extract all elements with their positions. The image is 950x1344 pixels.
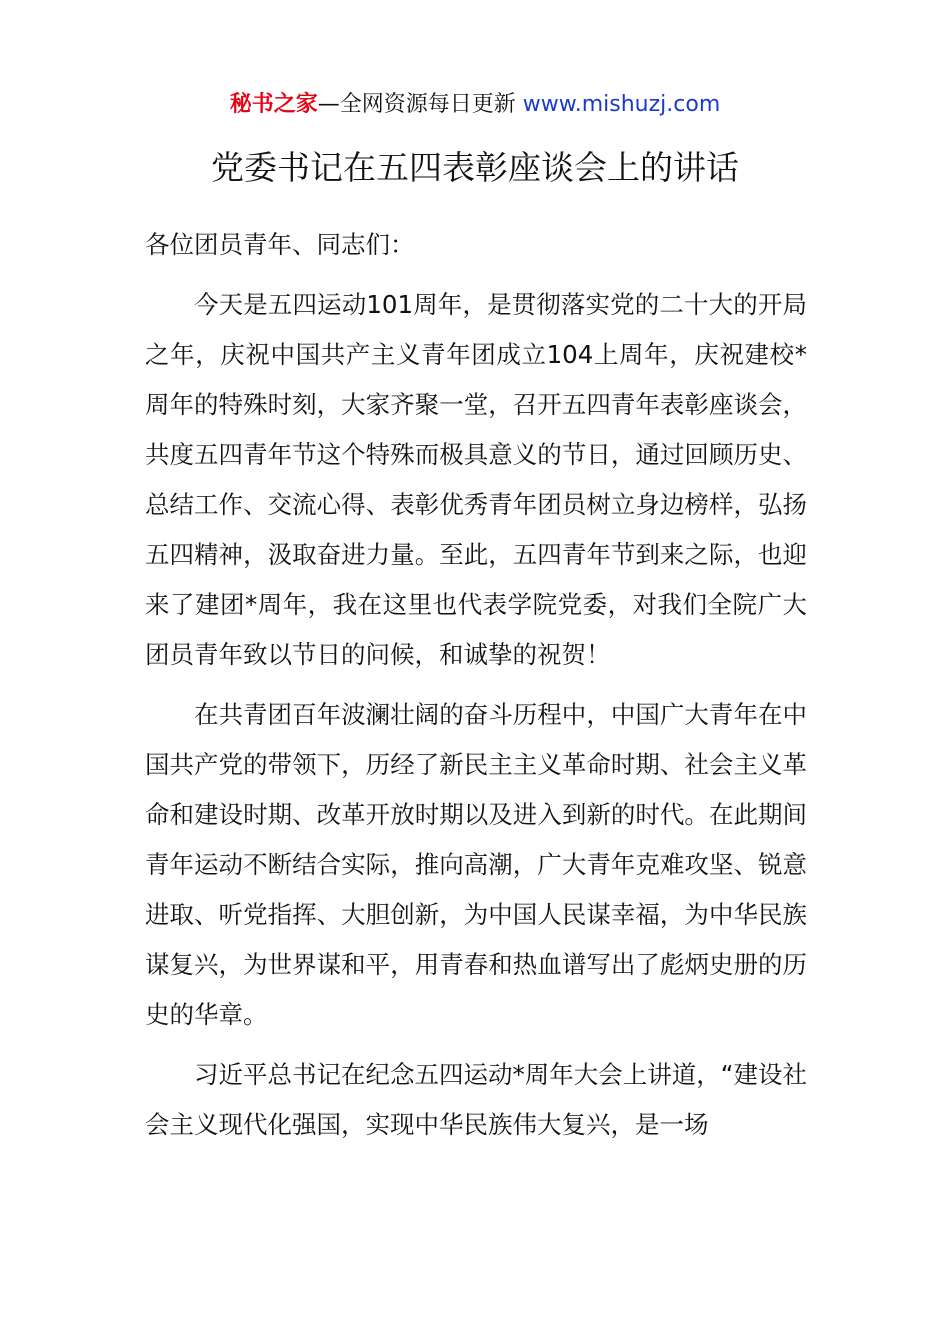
brand-name: 秘书之家 (229, 92, 318, 117)
banner-tagline: —全网资源每日更新 (317, 92, 523, 117)
document-body (145, 220, 807, 1160)
salutation: 各位团员青年、同志们： (145, 230, 415, 259)
paragraph-3: 习近平总书记在纪念五四运动*周年大会上讲道，“建设社会主义现代化强国，实现中华民族伟大复兴，是一场 (145, 1060, 807, 1139)
paragraph-1: 今天是五四运动101周年，是贯彻落实党的二十大的开局之年，庆祝中国共产主义青年团成立104上周年，庆祝建校*周年的特殊时刻，大家齐聚一堂，召开五四青年表彰座谈会，共度五四青年节这个特殊而极具意义的节日，通过回顾历史、总结工作、交流心得、表彰优秀青年团员树立身边榜样，弘扬五四精神，汲取奋进力量。至此，五四青年节到来之际，也迎来了建团*周年，我在这里也代表学院党委，对我们全院广大团员青年致以节日的问候，和诚挚的祝贺！ (145, 290, 807, 669)
site-url-link[interactable]: www.mishuzj.com (522, 92, 721, 117)
site-banner (0, 89, 950, 121)
paragraph-2: 在共青团百年波澜壮阔的奋斗历程中，中国广大青年在中国共产党的带领下，历经了新民主主义革命时期、社会主义革命和建设时期、改革开放时期以及进入到新的时代。在此期间青年运动不断结合实际，推向高潮，广大青年克难攻坚、锐意进取、听党指挥、大胆创新，为中国人民谋幸福，为中华民族谋复兴，为世界谋和平，用青春和热血谱写出了彪炳史册的历史的华章。 (145, 700, 807, 1029)
document-title: 党委书记在五四表彰座谈会上的讲话 (211, 148, 739, 187)
